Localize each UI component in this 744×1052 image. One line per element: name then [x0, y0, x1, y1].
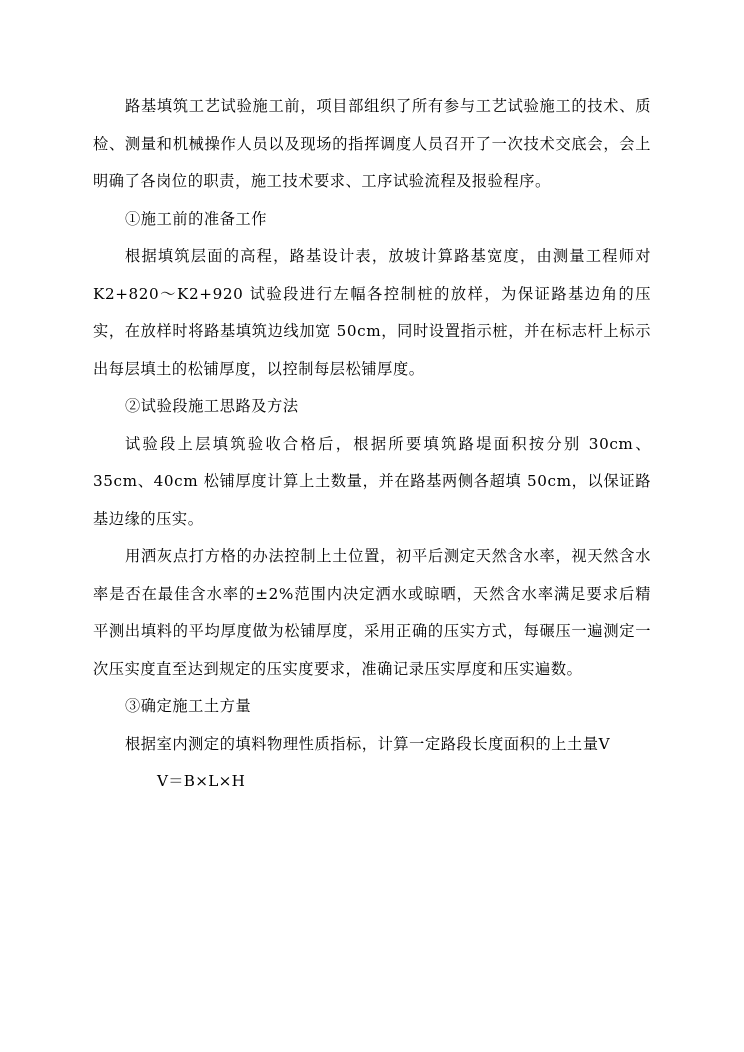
paragraph-heading-3: ③确定施工土方量: [125, 697, 252, 715]
paragraph: 根据室内测定的填料物理性质指标，计算一定路段长度面积的上土量V: [125, 734, 611, 753]
paragraph: 根据填筑层面的高程，路基设计表，放坡计算路基宽度，由测量工程师对 K2+820～K2+920 试验段进行左幅各控制桩的放样，为保证路基边角的压实，在放样时将路基填筑边线加宽 50cm，同时设置指示桩，并在标志杆上标示出每层填土的松铺厚度，以控制每层松铺厚度。: [93, 247, 651, 378]
formula-line: V＝B×L×H: [157, 772, 246, 790]
document-body: [93, 88, 651, 801]
paragraph: 试验段上层填筑验收合格后，根据所要填筑路堤面积按分别 30cm、35cm、40cm 松铺厚度计算上土数量，并在路基两侧各超填 50cm，以保证路基边缘的压实。: [93, 434, 651, 528]
paragraph-heading-2: ②试验段施工思路及方法: [125, 397, 299, 415]
paragraph: 路基填筑工艺试验施工前，项目部组织了所有参与工艺试验施工的技术、质检、测量和机械操作人员以及现场的指挥调度人员召开了一次技术交底会，会上明确了各岗位的职责，施工技术要求、工序试验流程及报验程序。: [93, 97, 651, 190]
paragraph: 用洒灰点打方格的办法控制上土位置，初平后测定天然含水率，视天然含水率是否在最佳含水率的±2%范围内决定洒水或晾晒，天然含水率满足要求后精平测出填料的平均厚度做为松铺厚度，采用正确的压实方式，每碾压一遍测定一次压实度直至达到规定的压实度要求，准确记录压实厚度和压实遍数。: [93, 547, 651, 678]
paragraph-heading-1: ①施工前的准备工作: [125, 209, 268, 228]
